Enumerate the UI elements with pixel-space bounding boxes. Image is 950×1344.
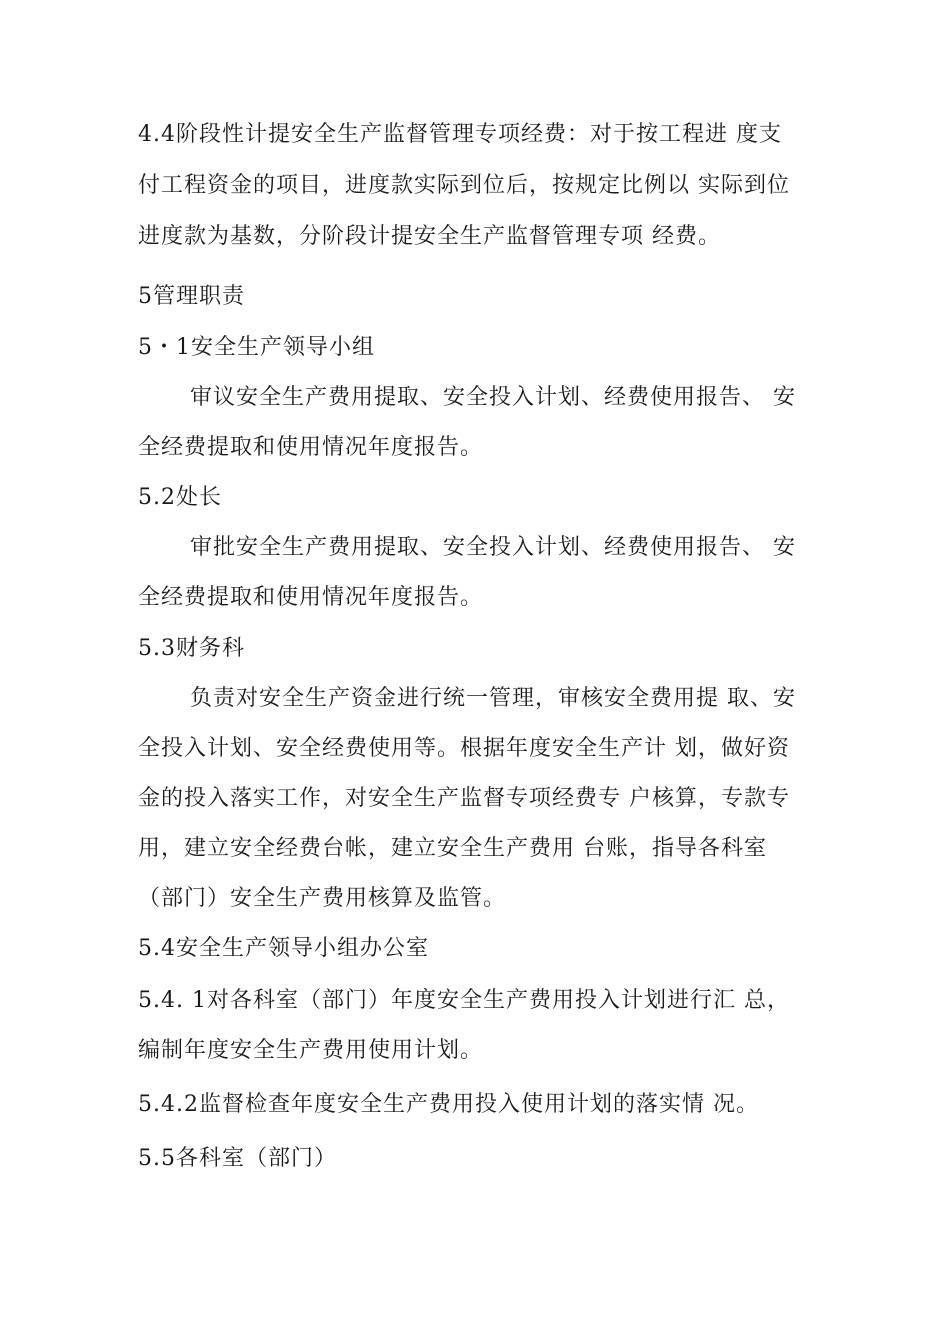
para-4-4-line-3: 进度款为基数，分阶段计提安全生产监督管理专项 经费。 — [138, 224, 721, 249]
section-5-4-heading: 5.4安全生产领导小组办公室 — [138, 936, 429, 961]
section-5-2-heading: 5.2处长 — [138, 485, 222, 510]
para-4-4-line-2: 付工程资金的项目，进度款实际到位后，按规定比例以 实际到位 — [138, 173, 790, 198]
para-5-3-line-5: （部门）安全生产费用核算及监管。 — [138, 886, 507, 911]
para-5-1-line-1: 审议安全生产费用提取、安全投入计划、经费使用报告、 安 — [190, 385, 796, 410]
para-5-3-line-1: 负责对安全生产资金进行统一管理，审核安全费用提 取、安 — [190, 686, 796, 711]
para-5-3-line-2: 全投入计划、安全经费使用等。根据年度安全生产计 划，做好资 — [138, 736, 790, 761]
para-5-3-line-3: 金的投入落实工作，对安全生产监督专项经费专 户核算，专款专 — [138, 786, 790, 811]
para-5-2-line-2: 全经费提取和使用情况年度报告。 — [138, 585, 484, 610]
section-5-1-heading: 5・1安全生产领导小组 — [138, 335, 375, 360]
item-5-4-1-line-1: 5.4. 1对各科室（部门）年度安全生产费用投入计划进行汇 总， — [138, 988, 790, 1013]
para-5-3-line-4: 用，建立安全经费台帐，建立安全生产费用 台账，指导各科室 — [138, 836, 767, 861]
section-5-3-heading: 5.3财务科 — [138, 636, 245, 661]
section-5-heading: 5管理职责 — [138, 284, 245, 309]
section-5-5-heading: 5.5各科室（部门） — [138, 1146, 337, 1171]
item-5-4-2: 5.4.2监督检查年度安全生产费用投入使用计划的落实情 况。 — [138, 1092, 759, 1117]
para-5-1-line-2: 全经费提取和使用情况年度报告。 — [138, 435, 484, 460]
para-4-4-line-1: 4.4阶段性计提安全生产监督管理专项经费：对于按工程进 度支 — [138, 122, 782, 147]
para-5-2-line-1: 审批安全生产费用提取、安全投入计划、经费使用报告、 安 — [190, 535, 796, 560]
item-5-4-1-line-2: 编制年度安全生产费用使用计划。 — [138, 1038, 484, 1063]
